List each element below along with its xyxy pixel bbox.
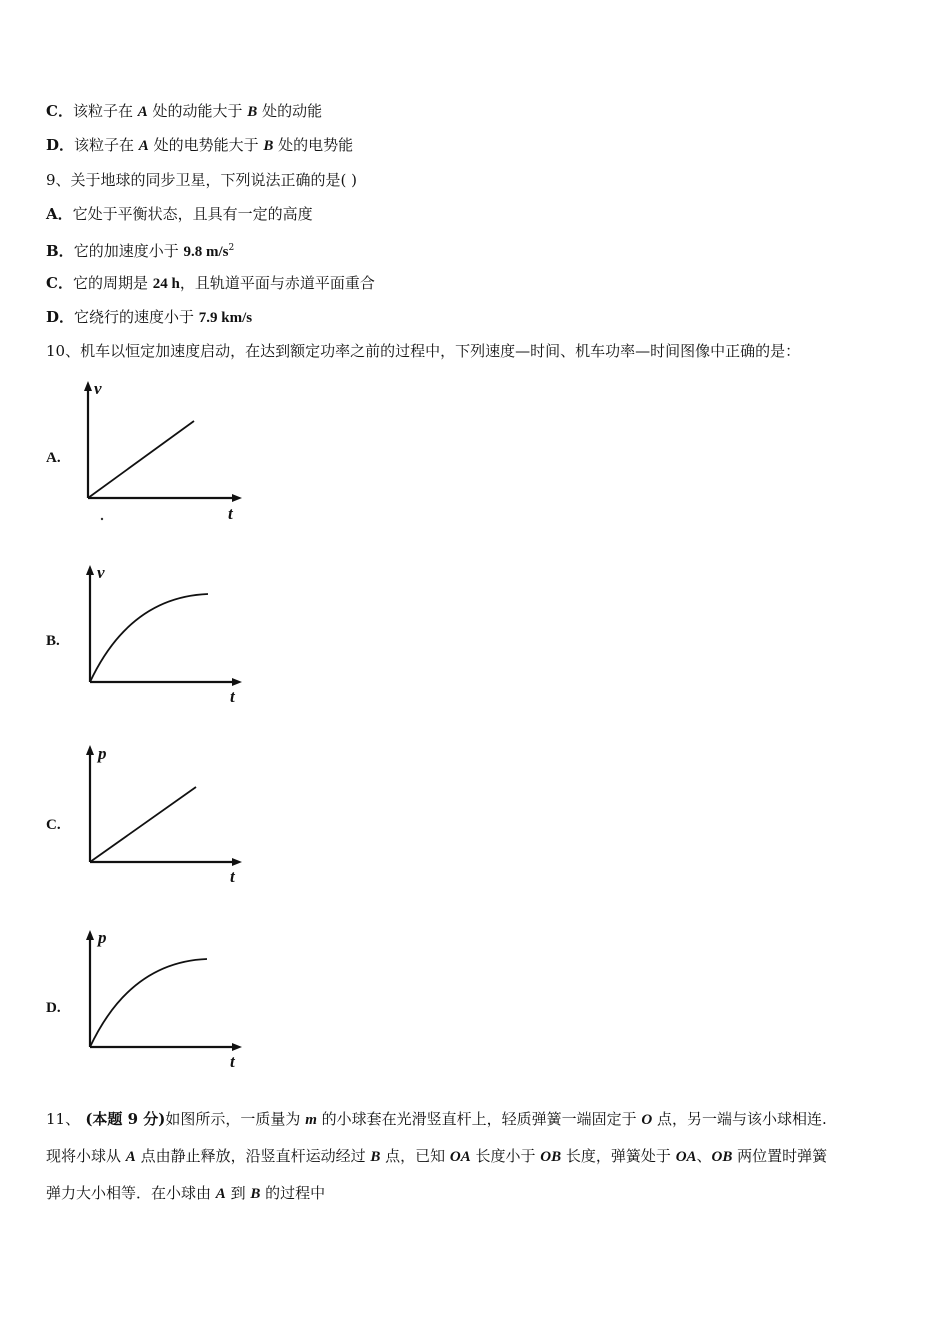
y-axis-arrow-icon [86, 745, 94, 755]
x-axis-label: t [228, 504, 233, 523]
q10-graph-d [70, 927, 250, 1077]
x-axis-arrow-icon [232, 1043, 242, 1051]
q10-graph-b [70, 562, 250, 712]
q9-option-d: D．它绕行的速度小于 7.9 km/s [46, 308, 253, 326]
y-axis-arrow-icon [84, 381, 92, 391]
y-axis-label: v [97, 563, 105, 582]
q10-option-c-label: C. [46, 817, 61, 833]
q8-option-d: D．该粒子在 A 处的电势能大于 B 处的电势能 [46, 136, 354, 154]
q10-graph-a [70, 376, 250, 526]
x-axis-arrow-icon [232, 494, 242, 502]
speck [101, 518, 103, 520]
q9-stem: 9、关于地球的同步卫星，下列说法正确的是( ) [46, 171, 358, 189]
q10-option-b-label: B. [46, 633, 60, 649]
q10-option-a-label: A. [46, 450, 61, 466]
q9-option-a: A．它处于平衡状态，且具有一定的高度 [46, 205, 313, 223]
q9-option-c: C．它的周期是 24 h，且轨道平面与赤道平面重合 [46, 274, 375, 292]
q8-option-c: C．该粒子在 A 处的动能大于 B 处的动能 [46, 102, 323, 120]
linear-curve [88, 421, 194, 498]
y-axis-label: v [94, 379, 102, 398]
y-axis-arrow-icon [86, 565, 94, 575]
x-axis-label: t [230, 687, 235, 706]
x-axis-arrow-icon [232, 858, 242, 866]
x-axis-label: t [230, 867, 235, 886]
q10-option-d-label: D. [46, 1000, 61, 1016]
q11-stem: 11、 (本题 9 分)如图所示，一质量为 m 的小球套在光滑竖直杆上，轻质弹簧一端固定于 O 点，另一端与该小球相连. 现将小球从 A 点由静止释放，沿竖直杆运动经过 B 点，已知 OA 长度小于 OB 长度，弹簧处于 OA、OB 两位置时弹簧 弹力大小相等．在小球由 A 到 B 的过程中 [46, 1110, 828, 1202]
x-axis-label: t [230, 1052, 235, 1071]
q9-option-b: B．它的加速度小于 9.8 $m/s^2$ [46, 242, 235, 260]
y-axis-arrow-icon [86, 930, 94, 940]
option-label: D． [46, 136, 75, 154]
q10-stem: 10、机车以恒定加速度启动，在达到额定功率之前的过程中，下列速度—时间、机车功率—时间图像中正确的是： [46, 342, 801, 360]
y-axis-label: p [98, 928, 107, 947]
option-label: C． [46, 102, 73, 120]
linear-curve [90, 787, 196, 862]
y-axis-label: p [98, 744, 107, 763]
saturating-curve [90, 959, 207, 1047]
q10-graph-c [70, 742, 250, 892]
x-axis-arrow-icon [232, 678, 242, 686]
saturating-curve [90, 594, 208, 682]
